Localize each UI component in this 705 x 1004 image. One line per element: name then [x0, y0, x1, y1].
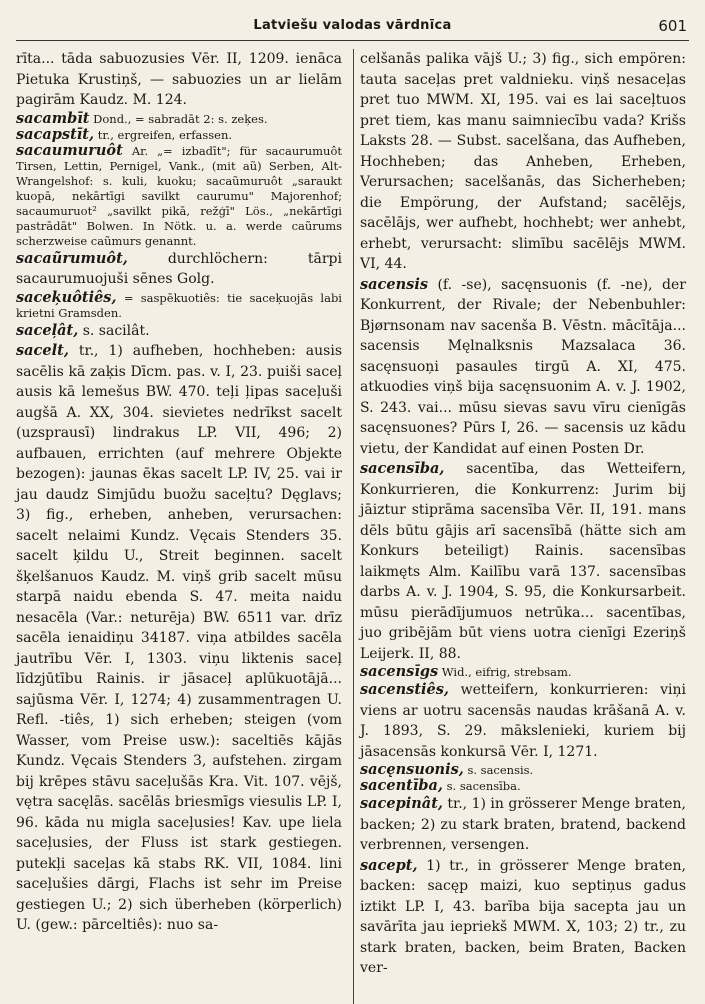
entry-body: tr., 1) aufheben, hochheben: ausis sacēlis kā zaķis Dīcm. pas. v. I, 23. puiši saceļ ausis kā lemešus BW. 470. teļi ļipas saceļuši augšā A. XX, 304. sievietes nedrīkst sacelt (uzsprausī) lindrakus LP. VII, 496; 2) aufbauen, errichten (auf mehrere Objekte bezogen): jaunas ēkas sacelt LP. IV, 25. vai ir jau daudz Simjūdu buožu saceļtu? Dęglavs; 3) fig., erheben, anheben, verursachen: sacelt nelaimi Kundz. Vęcais Stenders 35. sacelt ķildu U., Streit beginnen. sacelt šķelšanuos Kaudz. M. viņš grib sacelt mūsu starpā naidu ebenda S. 47. meita naidu nesacēla (Var.: neturēja) BW. 6511 var. drīz sacēla ienaidiņu 34187. viņa atbildes sacēla jautrību Vēr. I, 1303. viņu liktenis saceļ līdzjūtību Rainis. ir jāsaceļ aplūkuotājā... sajūsma Vēr. I, 1274; 4) zusammentragen U. Refl. -tiês, 1) sich erheben; steigen (vom Wasser, vom Preise usw.): saceltiēs kājās Kundz. Vęcais Stenders 3, aufstehen. zirgam bij krēpes stāvu saceļušās Kra. Vit. 107. vējš, vętra sacęlās. sacēlās briesmīgs viesulis LP. I, 96. kāda nu migla saceļusies! Kav. upe liela saceļusies, der Fluss ist stark gestiegen. putekļi saceļas kā stabs RK. VII, 1084. lini saceļušies dārgi, Flachs ist sehr im Preise gestiegen U.; 2) sich überheben (körperlich) U. (gew.: pārceltiês): nuo sa- — [16, 343, 342, 933]
left-column — [16, 49, 350, 979]
dictionary-entry — [360, 778, 686, 794]
headword: sacelt, — [16, 342, 69, 359]
dictionary-entry — [360, 459, 686, 664]
entry-continuation — [16, 49, 342, 111]
headword: sacepinât, — [360, 795, 443, 812]
headword: sacaumuruôt — [16, 141, 123, 159]
headword: sacensība, — [360, 460, 445, 477]
running-title: Latviešu valodas vārdnīca — [253, 18, 452, 33]
entry-continuation — [360, 49, 686, 275]
entry-body: s. sacensis. — [463, 763, 534, 777]
entry-body: rīta... tāda sabuozusies Vēr. II, 1209. ienāca Pietuka Krustiņš, — sabuozies un ar lielām pagirām Kaudz. M. 124. — [16, 51, 342, 108]
dictionary-entry — [360, 664, 686, 680]
entry-body: wetteifern, konkurrieren: viņi viens ar uotru sacensās naudas krāšanā A. v. J. 1893, S. 29. mākslenieki, kuriem bij jāsacensās konkursā Vēr. I, 1271. — [360, 682, 686, 760]
entry-body: sacentība, das Wetteifern, Konkurrieren, die Konkurrenz: Jurim bij jāiztur stiprāma sacensība Vēr. II, 191. mans dēls būtu gājis arī sacensībā (hätte sich am Konkurs beteiligt) Rainis. sacensības laikmęts Alm. Kailību varā 137. sacensības darbs A. v. J. 1904, S. 95, die Konkursarbeit. mūsu pierādījumuos netrūka... sacentības, juo gribējām būt viens uotra cienīgi Ezeriņš Leijerk. II, 88. — [360, 461, 686, 662]
page-header — [16, 14, 689, 41]
entry-body: (f. -se), sacęnsuonis (f. -ne), der Konkurrent, der Rivale; der Nebenbuhler: Bjørnsonam nav sacenša B. Vēstn. mācītāja... sacensis Męlnalksnis Mazsalaca 36. sacęnsuoņi pasaules tirgū A. XI, 475. atkuodies viņš bija sacęnsuonim A. v. J. 1902, S. 243. vai... mūsu sievas savu vīru cienīgās sacęnsuones? Pūrs I, 26. — sacensis uz kādu vietu, der Kandidat auf einen Posten Dr. — [360, 276, 686, 457]
column-divider — [353, 49, 354, 1004]
entry-body: tr., 1) in grösserer Menge braten, backen; 2) zu stark braten, bratend, backend verbrennen, versengen. — [360, 796, 686, 853]
entry-body: Wid., eifrig, strebsam. — [438, 665, 572, 679]
headword: sacensīgs — [360, 663, 439, 680]
dictionary-entry — [360, 794, 686, 856]
entry-body: = saspēkuotiês: tie saceķuojās labi krietni Gramsden. — [16, 290, 342, 320]
dictionary-entry — [360, 856, 686, 979]
headword: sacambīt — [16, 109, 90, 127]
headword: sacęnsuonis, — [360, 761, 464, 778]
dictionary-entry — [360, 680, 686, 762]
headword: sacenstiês, — [360, 681, 449, 698]
entry-body: tr., ergreifen, erfassen. — [94, 127, 233, 142]
right-column — [350, 49, 686, 979]
headword: sacaũrumuôt, — [16, 249, 128, 267]
headword: sacensis — [360, 275, 428, 293]
dictionary-entry — [16, 249, 342, 290]
dictionary-entry — [16, 127, 342, 143]
headword: saceķuôtiês, — [16, 288, 117, 306]
entry-body: s. sacilât. — [78, 322, 150, 339]
headword: saceļât, — [16, 321, 79, 339]
dictionary-entry — [16, 321, 342, 342]
entry-body: Ar. „= izbadīt"; für sacaurumuôt Tirsen, Lettin, Pernigel, Vank., (mit aũ) Serben, Alt-Wrangelshof: s. kuli, kuoku; sacaũmuruôt „saraukt kuopā, nekārtīgi savilkt caurumu" Majorenhof; sacaumuruot² „savilkt pikā, režģī" Lös., „nekārtīgi pastrādāt" Bolwen. In Nötk. u. a. werde caũrums scherzweise caũmurs genannt. — [16, 143, 342, 248]
headword: sacentība, — [360, 777, 443, 794]
dictionary-entry — [360, 762, 686, 778]
dictionary-entry — [360, 275, 686, 460]
entry-body: Dond., = sabradāt 2: s. zeķes. — [89, 111, 268, 126]
headword: sacept, — [360, 856, 418, 874]
entry-body: s. sacensība. — [442, 779, 521, 793]
headword: sacapstīt, — [16, 125, 95, 143]
dictionary-entry — [16, 290, 342, 321]
page-number: 601 — [658, 17, 687, 35]
two-column-body — [16, 41, 689, 979]
dictionary-entry — [16, 341, 342, 936]
entry-body: 1) tr., in grösserer Menge braten, backen: sacęp maizi, kuo septiņus gadus iztikt LP. I, 43. barība bija sacepta jau un savārīta jau iepriekš MWM. X, 103; 2) tr., zu stark braten, backen, beim Braten, Backen ver- — [360, 857, 686, 976]
entry-body: durchlöchern: tārpi sacaurumuojuši sēnes Golg. — [16, 250, 342, 287]
dictionary-entry — [16, 111, 342, 127]
entry-body: celšanās palika vājš U.; 3) fig., sich empören: tauta saceļas pret valdnieku. viņš nesaceļas pret tuo MWM. XI, 195. vai es lai saceļtuos pret tiem, kas manu saimniecību vada? Krišs Laksts 28. — Subst. sacelšana, das Aufheben, Hochheben; das Anheben, Erheben, Verursachen; sacelšanās, das Sicherheben; die Empörung, der Aufstand; sacēlējs, sacēlājs, wer aufhebt, hochhebt; wer anhebt, erhebt, verursacht: slimību sacēlējs MWM. VI, 44. — [360, 51, 686, 272]
dictionary-entry — [16, 143, 342, 249]
